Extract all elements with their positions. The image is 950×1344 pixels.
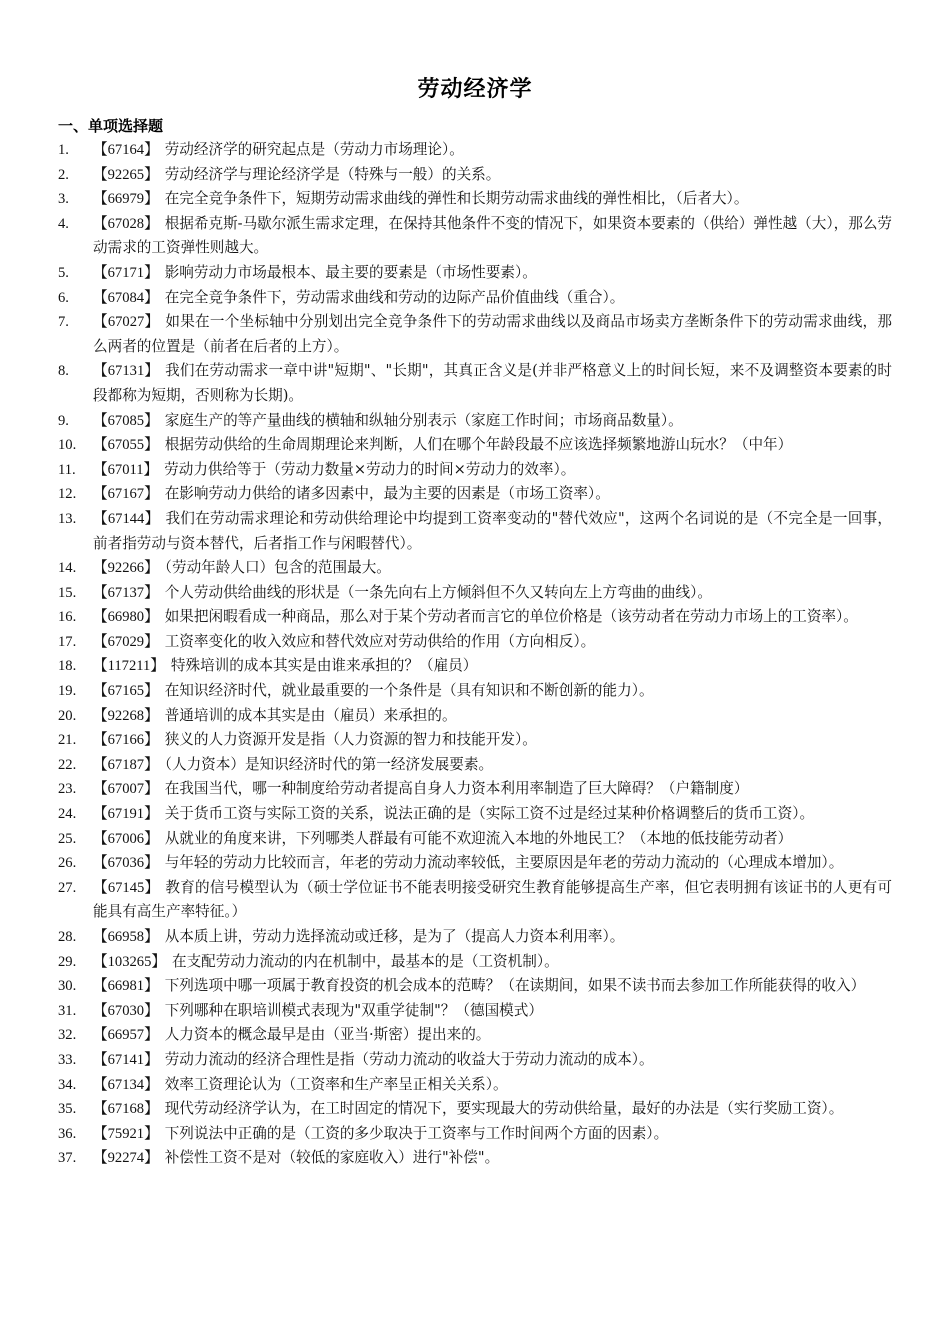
question-item — [0, 286, 950, 311]
question-item — [0, 851, 950, 876]
question-text: 家庭生产的等产量曲线的横轴和纵轴分别表示（家庭工作时间；市场商品数量）。 — [164, 411, 683, 429]
question-code: 【92266】 — [93, 560, 159, 577]
question-text: 教育的信号模型认为（硕士学位证书不能表明接受研究生教育能够提高生产率，但它表明拥有该证书的人更有可能具有高生产率特征。） — [93, 878, 892, 921]
question-code: 【67085】 — [93, 412, 159, 429]
question-text: 在完全竞争条件下，劳动需求曲线和劳动的边际产品价值曲线（重合）。 — [164, 288, 625, 306]
question-number: 37. — [58, 1150, 77, 1167]
question-text: 在支配劳动力流动的内在机制中，最基本的是（工资机制）。 — [171, 952, 559, 970]
question-number: 13. — [58, 510, 77, 527]
question-code: 【67007】 — [93, 781, 159, 798]
question-item — [0, 876, 950, 925]
question-text: （人力资本）是知识经济时代的第一经济发展要素。 — [164, 755, 494, 773]
question-code: 【67030】 — [93, 1002, 159, 1019]
question-number: 20. — [58, 707, 77, 724]
question-text: 劳动力供给等于（劳动力数量×劳动力的时间×劳动力的效率）。 — [164, 460, 576, 478]
question-code: 【67006】 — [93, 830, 159, 847]
question-number: 31. — [58, 1002, 77, 1019]
question-number: 22. — [58, 756, 77, 773]
question-item — [0, 654, 950, 679]
question-number: 12. — [58, 486, 77, 503]
question-text: 我们在劳动需求一章中讲"短期"、"长期"，其真正含义是(并非严格意义上的时间长短，来不及调整资本要素的时段都称为短期，否则称为长期)。 — [93, 362, 892, 404]
question-item — [0, 1048, 950, 1073]
question-text: 根据希克斯-马歇尔派生需求定理，在保持其他条件不变的情况下，如果资本要素的（供给）弹性越（大），那么劳动需求的工资弹性则越大。 — [93, 214, 893, 257]
question-code: 【92265】 — [93, 166, 159, 183]
question-text: 在完全竞争条件下，短期劳动需求曲线的弹性和长期劳动需求曲线的弹性相比，（后者大）。 — [164, 190, 749, 208]
question-number: 4. — [58, 215, 69, 232]
question-number: 15. — [58, 584, 77, 601]
question-text: 下列哪种在职培训模式表现为"双重学徒制"？（德国模式） — [164, 1001, 543, 1019]
question-number: 27. — [58, 879, 77, 896]
question-text: 下列选项中哪一项属于教育投资的机会成本的范畴？（在读期间，如果不读书而去参加工作所能获得的收入） — [164, 977, 866, 995]
question-text: 个人劳动供给曲线的形状是（一条先向右上方倾斜但不久又转向左上方弯曲的曲线）。 — [164, 583, 712, 601]
question-item — [0, 482, 950, 507]
question-item — [0, 359, 950, 408]
document-title: 劳动经济学 — [417, 77, 533, 102]
question-text: 根据劳动供给的生命周期理论来判断，人们在哪个年龄段最不应该选择频繁地游山玩水？（中年） — [164, 436, 793, 454]
question-text: 工资率变化的收入效应和替代效应对劳动供给的作用（方向相反）。 — [164, 632, 596, 650]
question-number: 23. — [58, 781, 77, 798]
question-number: 26. — [58, 855, 77, 872]
question-text: 狭义的人力资源开发是指（人力资源的智力和技能开发）。 — [164, 731, 537, 749]
question-number: 2. — [58, 166, 69, 183]
question-number: 3. — [58, 191, 69, 208]
question-text: 下列说法中正确的是（工资的多少取决于工资率与工作时间两个方面的因素）。 — [164, 1124, 669, 1142]
question-number: 30. — [58, 978, 77, 995]
question-code: 【67055】 — [93, 437, 159, 454]
question-number: 11. — [58, 461, 76, 478]
question-text: 现代劳动经济学认为，在工时固定的情况下，要实现最大的劳动供给量，最好的办法是（实行奖励工资）。 — [164, 1100, 844, 1118]
question-code: 【67164】 — [93, 142, 159, 158]
question-item — [0, 1023, 950, 1048]
question-text: 关于货币工资与实际工资的关系，说法正确的是（实际工资不过是经过某种价格调整后的货币工资）。 — [164, 805, 815, 823]
question-item — [0, 1097, 950, 1122]
question-code: 【67137】 — [93, 584, 159, 601]
question-code: 【75921】 — [93, 1125, 159, 1142]
question-text: 劳动经济学的研究起点是（劳动力市场理论）。 — [164, 141, 464, 158]
question-item — [0, 802, 950, 827]
question-number: 21. — [58, 732, 77, 749]
question-item — [0, 458, 950, 483]
question-item — [0, 581, 950, 606]
question-item — [0, 138, 950, 163]
question-text: 如果在一个坐标轴中分别划出完全竞争条件下的劳动需求曲线以及商品市场卖方垄断条件下的劳动需求曲线，那么两者的位置是（前者在后者的上方）。 — [93, 313, 892, 355]
question-number: 33. — [58, 1051, 77, 1068]
question-item — [0, 507, 950, 556]
question-text: 在我国当代，哪一种制度给劳动者提高自身人力资本利用率制造了巨大障碍？（户籍制度） — [164, 780, 749, 798]
question-item — [0, 433, 950, 458]
question-item — [0, 753, 950, 778]
question-code: 【103265】 — [93, 953, 166, 970]
question-code: 【67084】 — [93, 289, 159, 306]
question-item — [0, 728, 950, 753]
question-code: 【67191】 — [93, 806, 159, 823]
question-code: 【67167】 — [93, 486, 159, 503]
question-code: 【66957】 — [93, 1027, 159, 1044]
question-code: 【67187】 — [93, 756, 159, 773]
question-number: 19. — [58, 683, 77, 700]
section-heading: 一、单项选择题 — [58, 117, 164, 135]
question-item — [0, 187, 950, 212]
question-code: 【66981】 — [93, 978, 159, 995]
question-number: 34. — [58, 1076, 77, 1093]
question-item — [0, 1122, 950, 1147]
question-number: 7. — [58, 314, 69, 331]
question-list — [0, 138, 950, 1171]
question-text: 普通培训的成本其实是由（雇员）来承担的。 — [164, 706, 457, 724]
question-text: 我们在劳动需求理论和劳动供给理论中均提到工资率变动的"替代效应"，这两个名词说的是（不完全是一回事，前者指劳动与资本替代，后者指工作与闲暇替代）。 — [93, 509, 892, 552]
question-item — [0, 409, 950, 434]
question-number: 8. — [58, 363, 69, 380]
question-number: 14. — [58, 560, 77, 577]
question-item — [0, 1073, 950, 1098]
question-code: 【67141】 — [93, 1051, 159, 1068]
question-item — [0, 974, 950, 999]
question-number: 32. — [58, 1027, 77, 1044]
question-item — [0, 605, 950, 630]
question-code: 【92274】 — [93, 1150, 159, 1167]
question-item — [0, 950, 950, 975]
question-text: 补偿性工资不是对（较低的家庭收入）进行"补偿"。 — [164, 1149, 500, 1167]
question-number: 9. — [58, 412, 69, 429]
question-text: 效率工资理论认为（工资率和生产率呈正相关关系）。 — [164, 1075, 508, 1093]
question-number: 17. — [58, 633, 77, 650]
question-item — [0, 704, 950, 729]
question-code: 【67165】 — [93, 683, 159, 700]
question-number: 6. — [58, 289, 69, 306]
question-number: 35. — [58, 1101, 77, 1118]
question-code: 【66979】 — [93, 191, 159, 208]
question-code: 【67036】 — [93, 855, 159, 872]
question-number: 36. — [58, 1125, 77, 1142]
question-text: 劳动经济学与理论经济学是（特殊与一般）的关系。 — [164, 165, 501, 183]
question-text: 影响劳动力市场最根本、最主要的要素是（市场性要素）。 — [164, 263, 537, 281]
question-number: 5. — [58, 264, 69, 281]
question-item — [0, 556, 950, 581]
question-code: 【67145】 — [93, 879, 160, 896]
question-item — [0, 999, 950, 1024]
question-code: 【67166】 — [93, 732, 159, 749]
question-item — [0, 310, 950, 359]
question-item — [0, 1146, 950, 1171]
question-number: 28. — [58, 929, 77, 945]
question-number: 24. — [58, 806, 77, 823]
question-number: 29. — [58, 953, 77, 970]
question-item — [0, 630, 950, 655]
question-number: 10. — [58, 437, 77, 454]
question-code: 【67171】 — [93, 264, 159, 281]
question-code: 【92268】 — [93, 707, 159, 724]
question-code: 【67029】 — [93, 633, 159, 650]
question-text: 如果把闲暇看成一种商品，那么对于某个劳动者而言它的单位价格是（该劳动者在劳动力市场上的工资率）。 — [164, 608, 858, 626]
question-code: 【66980】 — [93, 609, 159, 626]
question-text: 劳动力流动的经济合理性是指（劳动力流动的收益大于劳动力流动的成本）。 — [164, 1050, 654, 1068]
question-number: 16. — [58, 609, 77, 626]
question-code: 【67011】 — [93, 461, 159, 478]
question-code: 【67028】 — [93, 215, 159, 232]
question-text: （劳动年龄人口）包含的范围最大。 — [164, 559, 391, 577]
question-item — [0, 163, 950, 188]
question-text: 在影响劳动力供给的诸多因素中，最为主要的因素是（市场工资率）。 — [164, 485, 610, 503]
question-text: 特殊培训的成本其实是由谁来承担的？（雇员） — [170, 657, 478, 675]
question-code: 【67027】 — [93, 314, 160, 331]
question-text: 在知识经济时代，就业最重要的一个条件是（具有知识和不断创新的能力）。 — [164, 682, 654, 700]
question-item — [0, 925, 950, 950]
question-code: 【67168】 — [93, 1101, 159, 1118]
question-text: 人力资本的概念最早是由（亚当·斯密）提出来的。 — [164, 1026, 491, 1044]
question-code: 【67131】 — [93, 363, 160, 380]
question-item — [0, 827, 950, 852]
question-code: 【67144】 — [93, 510, 160, 527]
question-text: 从本质上讲，劳动力选择流动或迁移，是为了（提高人力资本利用率）。 — [164, 928, 625, 945]
question-item — [0, 679, 950, 704]
question-item — [0, 212, 950, 261]
question-text: 从就业的角度来讲，下列哪类人群最有可能不欢迎流入本地的外地民工？（本地的低技能劳动者） — [164, 829, 793, 847]
question-text: 与年轻的劳动力比较而言，年老的劳动力流动率较低，主要原因是年老的劳动力流动的（心理成本增加）。 — [164, 854, 844, 872]
question-code: 【67134】 — [93, 1076, 159, 1093]
question-code: 【66958】 — [93, 929, 159, 945]
question-number: 18. — [58, 658, 77, 675]
question-code: 【117211】 — [93, 658, 165, 675]
question-item — [0, 261, 950, 286]
question-number: 1. — [58, 142, 69, 158]
question-number: 25. — [58, 830, 77, 847]
question-item — [0, 777, 950, 802]
